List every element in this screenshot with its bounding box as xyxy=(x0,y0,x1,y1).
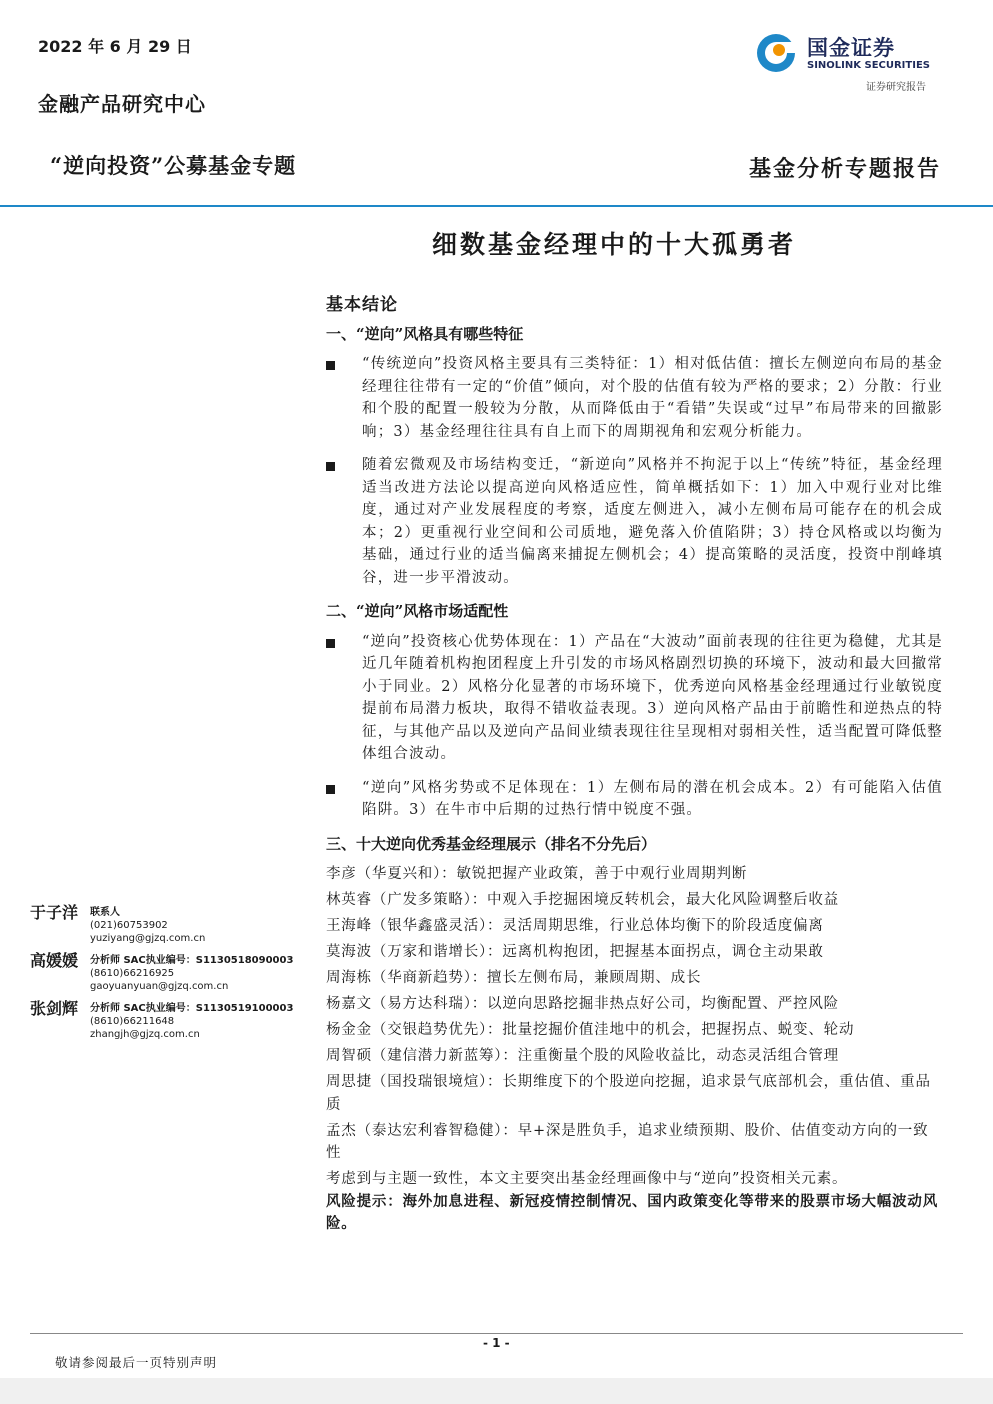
square-bullet-icon xyxy=(326,462,335,471)
analyst-role: 分析师 SAC执业编号：S1130518090003 xyxy=(90,955,294,966)
report-category-label: 证券研究报告 xyxy=(866,82,926,93)
analyst-email[interactable]: zhangjh@gjzq.com.cn xyxy=(90,1029,200,1040)
manager-item: 周思捷（国投瑞银境煊）：长期维度下的个股逆向挖掘，追求景气底部机会，重估值、重品质 xyxy=(326,1074,931,1113)
manager-item: 莫海波（万家和谐增长）：远离机构抱团，把握基本面拐点，调仓主动果敢 xyxy=(326,944,824,960)
manager-item: 孟杰（泰达宏利睿智稳健）：早+深是胜负手，追求业绩预期、股价、估值变动方向的一致性 xyxy=(326,1122,929,1161)
note-text: 考虑到与主题一致性，本文主要突出基金经理画像中与“逆向”投资相关元素。 xyxy=(326,1171,848,1187)
bullet-text: 随着宏微观及市场结构变迁，“新逆向”风格并不拘泥于以上“传统”特征，基金经理适当改进方法论以提高逆向风格适应性，简单概括如下：1）加入中观行业对比维度，通过对产业发展程度的考察，适度左侧进入，减小左侧布局可能存在的机会成本；2）更重视行业空间和公司质地，避免落入价值陷阱；3）持仓风格或以均衡为基础，通过行业的适当偏离来捕捉左侧机会；4）提高策略的灵活度，投资中削峰填谷，进一步平滑波动。 xyxy=(362,457,943,586)
section-title: 三、十大逆向优秀基金经理展示（排名不分先后） xyxy=(326,834,657,853)
main-content xyxy=(326,294,943,1236)
analyst-email[interactable]: yuziyang@gjzq.com.cn xyxy=(90,933,206,944)
logo-text-en: SINOLINK SECURITIES xyxy=(807,60,930,71)
square-bullet-icon xyxy=(326,785,335,794)
bullet-item xyxy=(326,353,943,443)
sinolink-logo-icon xyxy=(755,32,797,74)
manager-item: 林英睿（广发多策略）：中观入手挖掘困境反转机会，最大化风险调整后收益 xyxy=(326,892,839,908)
analyst-name: 于子洋 xyxy=(30,903,79,922)
manager-item: 王海峰（银华鑫盛灵活）：灵活周期思维，行业总体均衡下的阶段适度偏离 xyxy=(326,918,824,934)
risk-warning: 风险提示：海外加息进程、新冠疫情控制情况、国内政策变化等带来的股票市场大幅波动风险。 xyxy=(326,1192,938,1232)
research-center-name: 金融产品研究中心 xyxy=(38,92,206,116)
bullet-item xyxy=(326,454,943,589)
square-bullet-icon xyxy=(326,639,335,648)
analyst-name: 张剑辉 xyxy=(30,999,79,1018)
page-number: - 1 - xyxy=(483,1336,510,1350)
bullet-text: “逆向”投资核心优势体现在：1）产品在“大波动”面前表现的往往更为稳健，尤其是近几年随着机构抱团程度上升引发的市场风格剧烈切换的环境下，波动和最大回撤常小于同业。2）风格分化显著的市场环境下，优秀逆向风格基金经理通过行业敏锐度提前布局潜力板块，取得不错收益表现。3）逆向风格产品由于前瞻性和逆热点的特征，与其他产品以及逆向产品间业绩表现往往呈现相对弱相关性，适当配置可降低整体组合波动。 xyxy=(362,633,943,762)
analyst-phone: (021)60753902 xyxy=(90,920,168,931)
report-date: 2022 年 6 月 29 日 xyxy=(38,37,192,56)
footer-divider xyxy=(30,1333,963,1334)
conclusion-heading: 基本结论 xyxy=(326,295,398,315)
series-title: “逆向投资”公募基金专题 xyxy=(50,153,297,178)
bullet-text: “传统逆向”投资风格主要具有三类特征：1）相对低估值：擅长左侧逆向布局的基金经理往往带有一定的“价值”倾向，对个股的估值有较为严格的要求；2）分散：行业和个股的配置一般较为分散，从而降低由于“看错”失误或“过早”布局带来的回撤影响；3）基金经理往往具有自上而下的周期视角和宏观分析能力。 xyxy=(362,356,943,440)
header-divider xyxy=(0,205,993,207)
bullet-item xyxy=(326,777,943,822)
company-logo xyxy=(755,30,945,80)
bottom-band xyxy=(0,1378,993,1404)
square-bullet-icon xyxy=(326,361,335,370)
footer-disclaimer: 敬请参阅最后一页特别声明 xyxy=(55,1355,218,1370)
analyst-name: 高媛媛 xyxy=(30,951,79,970)
analyst-role: 分析师 SAC执业编号：S1130519100003 xyxy=(90,1003,294,1014)
analyst-phone: (8610)66216925 xyxy=(90,968,175,979)
manager-item: 杨金金（交银趋势优先）：批量挖掘价值洼地中的机会，把握拐点、蜕变、轮动 xyxy=(326,1022,855,1038)
analyst-phone: (8610)66211648 xyxy=(90,1016,175,1027)
section-title: 二、“逆向”风格市场适配性 xyxy=(326,602,509,620)
report-type-title: 基金分析专题报告 xyxy=(748,156,941,182)
section-title: 一、“逆向”风格具有哪些特征 xyxy=(326,324,524,343)
manager-item: 李彦（华夏兴和）：敏锐把握产业政策，善于中观行业周期判断 xyxy=(326,866,748,882)
bullet-text: “逆向”风格劣势或不足体现在：1）左侧布局的潜在机会成本。2）有可能陷入估值陷阱。3）在牛市中后期的过热行情中锐度不强。 xyxy=(362,779,943,818)
manager-item: 周海栋（华商新趋势）：擅长左侧布局，兼顾周期、成长 xyxy=(326,970,702,986)
bullet-item xyxy=(326,631,943,766)
logo-text-cn: 国金证券 xyxy=(807,36,895,60)
manager-item: 杨嘉文（易方达科瑞）：以逆向思路挖掘非热点好公司，均衡配置、严控风险 xyxy=(326,996,839,1012)
manager-item: 周智硕（建信潜力新蓝筹）：注重衡量个股的风险收益比，动态灵活组合管理 xyxy=(326,1048,839,1064)
page-title: 细数基金经理中的十大孤勇者 xyxy=(432,230,797,259)
analyst-email[interactable]: gaoyuanyuan@gjzq.com.cn xyxy=(90,981,229,992)
analyst-role: 联系人 xyxy=(90,907,120,918)
